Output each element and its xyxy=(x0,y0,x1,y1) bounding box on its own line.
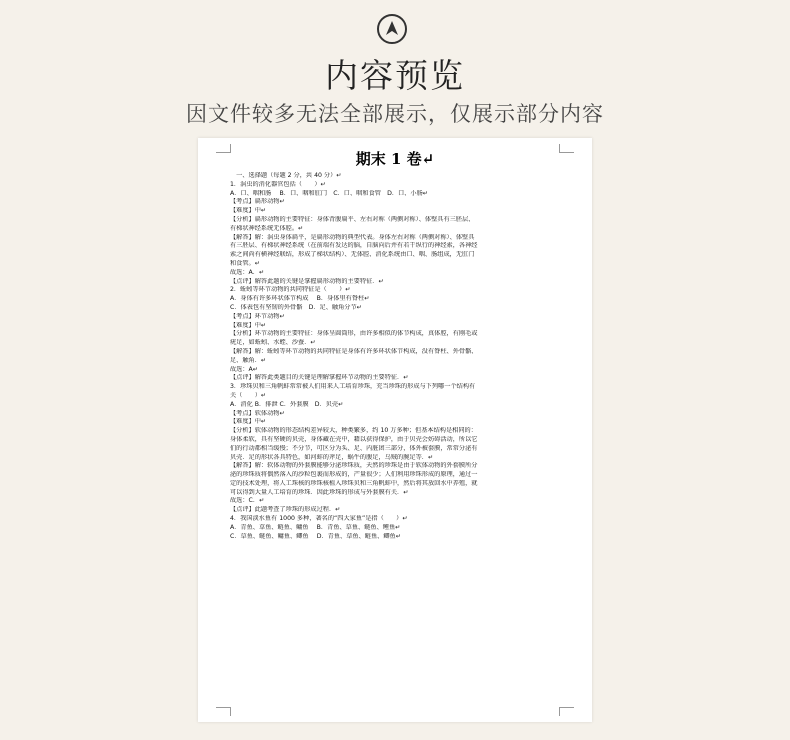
document-line: 3．珍珠贝和三角帆蚌常常被人们用来人工培育珍珠，充当珍珠的形成与下列哪一个结构有 xyxy=(230,383,476,391)
document-line: 【难度】中↵ xyxy=(230,321,267,329)
document-line: 【解答】解：软体动物的外套膜能够分泌珍珠质，天然的珍珠是由于软体动物的外套膜所分 xyxy=(230,462,478,470)
document-line: 定的技术处理，将人工珠核的珍珠核植入珍珠贝和三角帆蚌中，然后将其放回水中养殖，就 xyxy=(230,479,478,487)
document-body xyxy=(230,172,568,550)
document-line: 【考点】软体动物↵ xyxy=(230,409,285,417)
corner-mark xyxy=(559,707,574,716)
document-line: 【难度】中↵ xyxy=(230,418,267,426)
document-line: C．体表包有坚韧的外骨骼 D．足、触角分节↵ xyxy=(230,303,362,311)
document-line: A．青鱼、草鱼、鲢鱼、鳙鱼 B．青鱼、草鱼、鲢鱼、鲤鱼↵ xyxy=(230,523,401,531)
document-line: 们的行动都相当缓慢；不分节，可区分为头、足、内脏团三部分，体外被套膜，常常分泌有 xyxy=(230,444,478,452)
document-line: 和食管。↵ xyxy=(230,259,260,267)
document-line: 故选：A．↵ xyxy=(230,268,265,276)
document-line: 有梯状神经系统无体腔。↵ xyxy=(230,224,304,232)
document-line: A．口、咽和肠 B．口、咽和肛门 C．口、咽和食管 D．口、小肠↵ xyxy=(230,189,428,197)
document-line: 2．蚯蚓等环节动物的共同特征是（ ）↵ xyxy=(230,286,351,294)
document-line: 贝壳．足的形状各具特色，如河蚌的斧足，蜗牛的腹足，乌贼的腕足等．↵ xyxy=(230,453,434,461)
document-line: 1．涡虫的消化器官包括（ ）↵ xyxy=(230,180,326,188)
document-line: 【分析】环节动物的主要特征：身体呈圆筒形，由许多相似的体节构成，真体腔，有刚毛或 xyxy=(230,330,478,338)
document-line xyxy=(230,541,568,550)
document-line: 故选：C．↵ xyxy=(230,497,265,505)
page-subtitle: 因文件较多无法全部展示，仅展示部分内容 xyxy=(186,102,604,126)
document-line: 【点评】此题考查了珍珠的形成过程．↵ xyxy=(230,506,341,514)
document-line: 索之间尚有横神经联结，形成了梯状结构）、无体腔、消化系统由口、咽、肠组成，无肛门 xyxy=(230,251,475,259)
document-line: 【点评】解答此类题目的关键是理解掌握环节动物的主要特征．↵ xyxy=(230,374,409,382)
document-line: 泌的珍珠质将偶然落入的沙粒包裹而形成的，产量很少；人们利用珍珠形成的原理，通过一 xyxy=(230,471,478,479)
document-line: 【考点】环节动物↵ xyxy=(230,312,285,320)
document-line: 一、选择题（每题 2 分，共 40 分）↵ xyxy=(230,172,342,179)
document-line: 【解答】解：蚯蚓等环节动物的共同特征是身体有许多环状体节构成，没有脊柱、外骨骼、 xyxy=(230,347,478,355)
corner-mark xyxy=(216,707,231,716)
document-line: 【考点】扁形动物↵ xyxy=(230,198,285,206)
document-line: A．消化 B．排泄 C．外套膜 D．贝壳↵ xyxy=(230,400,344,408)
document-line: A．身体有许多环状体节构成 B．身体里有脊柱↵ xyxy=(230,295,370,303)
document-line: 【点评】解答此题的关键是掌握扁形动物的主要特征．↵ xyxy=(230,277,384,285)
document-line: 疣足，如蚯蚓、水蛭、沙蚕．↵ xyxy=(230,339,316,347)
document-preview xyxy=(198,138,592,722)
document-line: 身体柔软，具有坚硬的贝壳，身体藏在壳中，藉以获得保护，由于贝壳会妨碍活动，所以它 xyxy=(230,435,478,443)
document-line: 4．我国淡水鱼有 1000 多种，著名的“四大家鱼”是指（ ）↵ xyxy=(230,515,408,523)
document-line: 足、触角．↵ xyxy=(230,356,267,364)
document-line: C．草鱼、鲢鱼、鳙鱼、鲫鱼 D．青鱼、草鱼、鲢鱼、鲫鱼↵ xyxy=(230,532,401,540)
document-line: 【难度】中↵ xyxy=(230,207,267,215)
document-line: 关（ ）↵ xyxy=(230,391,267,399)
document-line: 故选：A↵ xyxy=(230,365,258,373)
document-title: 期末 1 卷↵ xyxy=(355,150,435,168)
chevron-up-circle-icon xyxy=(377,14,407,44)
document-line: 有三胚层、有梯状神经系统（在前端有发达的脑，自脑向后并有若干纵行的神经索，各神经 xyxy=(230,242,478,250)
page-title: 内容预览 xyxy=(325,56,465,95)
document-line: 可以得到大量人工培育的珍珠．因此珍珠的形成与外套膜有关．↵ xyxy=(230,488,409,496)
document-line: 【解答】解：涡虫身体扁平，是扁形动物的典型代表。身体左右对称（两侧对称）、体壁具 xyxy=(230,233,475,241)
document-line: 【分析】软体动物的形态结构差异较大，种类繁多，约 10 万多种；但基本结构是相同的： xyxy=(230,427,477,435)
document-line: 【分析】扁形动物的主要特征：身体背腹扁平、左右对称（两侧对称）、体壁具有三胚层、 xyxy=(230,215,475,223)
